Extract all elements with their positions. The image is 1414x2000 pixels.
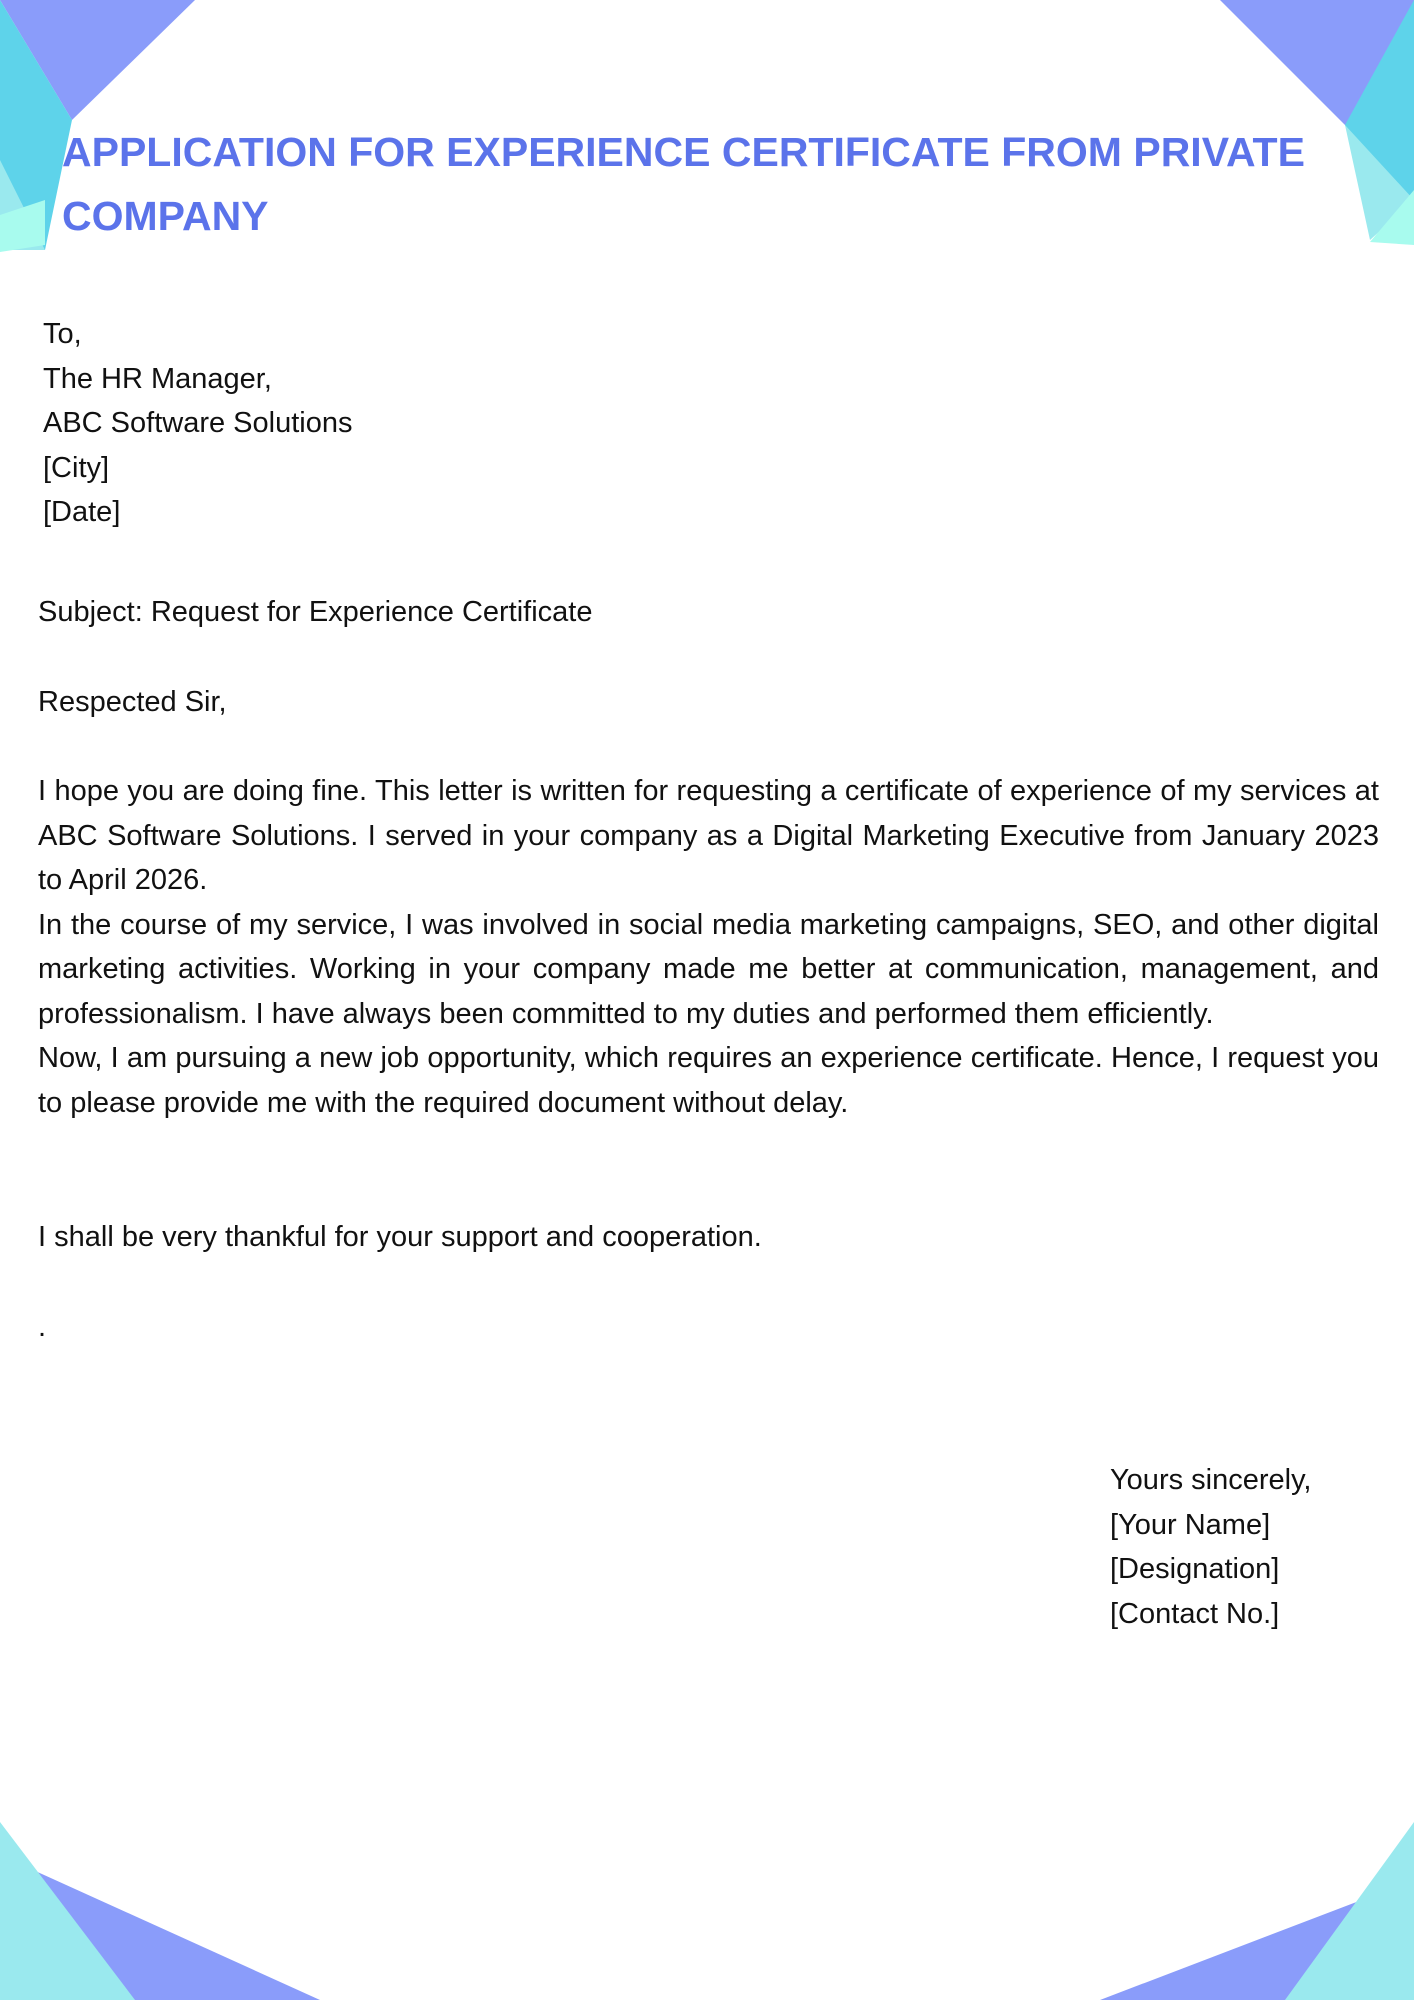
recipient-designation: The HR Manager,	[43, 362, 272, 395]
signoff-designation: [Designation]	[1110, 1553, 1280, 1585]
closing-line: I shall be very thankful for your support and cooperation.	[38, 1221, 762, 1253]
recipient-company: ABC Software Solutions	[43, 407, 353, 439]
signature-block	[1110, 1458, 1312, 1636]
signoff-closing: Yours sincerely,	[1110, 1464, 1312, 1496]
body-paragraph-3: Now, I am pursuing a new job opportunity, which requires an experience certificate. Hence, I request you to please provide me with the required document without delay.	[38, 1042, 1379, 1119]
recipient-date: [Date]	[43, 496, 121, 528]
letter-salutation: Respected Sir,	[38, 686, 227, 718]
signoff-name: [Your Name]	[1110, 1508, 1271, 1541]
page-title: APPLICATION FOR EXPERIENCE CERTIFICATE FROM PRIVATE COMPANY	[62, 129, 1305, 239]
bottom-right-cyan-triangle	[1285, 1822, 1414, 2000]
signoff-contact: [Contact No.]	[1110, 1597, 1280, 1630]
recipient-address	[43, 312, 352, 535]
recipient-to: To,	[43, 318, 82, 350]
body-paragraph-1: I hope you are doing fine. This letter is written for requesting a certificate of experience of my services at ABC Software Solutions. I served in your company as a Digital Marketing Executive from January 2023 to April 2026.	[38, 775, 1379, 896]
letter-subject: Subject: Request for Experience Certificate	[38, 596, 593, 628]
letter-body	[38, 769, 1379, 1125]
period-mark: .	[38, 1311, 47, 1343]
recipient-city: [City]	[43, 451, 110, 484]
body-paragraph-2: In the course of my service, I was involved in social media marketing campaigns, SEO, and other digital marketing activities. Working in your company made me better at communication, management, and professionalism. I have always been committed to my duties and performed them efficiently.	[38, 908, 1379, 1030]
